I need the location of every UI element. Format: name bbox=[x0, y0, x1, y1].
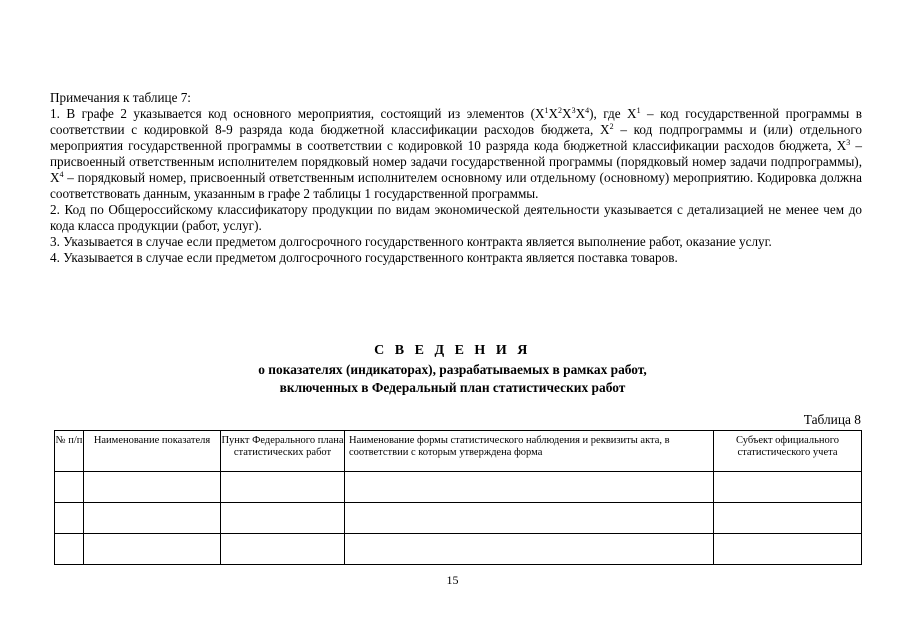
note-1-part: X bbox=[562, 106, 572, 121]
note-1-part: – порядковый номер, присвоенный ответственным исполнителем основному или отдельному (основному) мероприятию. Кодировка должна соответствовать данным, указанным в графе 2 таблицы 1 государственной программы. bbox=[50, 170, 862, 201]
superscript: 4 bbox=[59, 170, 64, 179]
notes-block bbox=[50, 90, 862, 266]
note-1-part: – код подпрограммы и (или) отдельного мероприятия государственной программы в соответствии с кодировкой 10 разряда кода бюджетной классификации расходов бюджета, X bbox=[50, 122, 862, 153]
table-cell bbox=[714, 534, 862, 565]
note-4: 4. Указывается в случае если предметом долгосрочного государственного контракта является поставка товаров. bbox=[50, 250, 678, 265]
header-accounting-subject: Субъект официального статистического учета bbox=[714, 431, 862, 472]
superscript: 3 bbox=[846, 138, 851, 147]
header-indicator-name: Наименование показателя bbox=[84, 431, 221, 472]
table-row bbox=[55, 534, 862, 565]
section-subtitle-line-1: о показателях (индикаторах), разрабатываемых в рамках работ, bbox=[258, 362, 647, 377]
note-3: 3. Указывается в случае если предметом долгосрочного государственного контракта является выполнение работ, оказание услуг. bbox=[50, 234, 772, 249]
table-cell bbox=[345, 534, 714, 565]
table-cell bbox=[84, 472, 221, 503]
superscript: 1 bbox=[544, 106, 549, 115]
note-1 bbox=[50, 106, 862, 202]
table-cell bbox=[221, 472, 345, 503]
note-1-part: ), где X bbox=[589, 106, 637, 121]
table-cell bbox=[84, 503, 221, 534]
header-form-name: Наименование формы статистического наблюдения и реквизиты акта, в соответствии с которым утверждена форма bbox=[345, 431, 714, 472]
table-cell bbox=[55, 534, 84, 565]
table-header-row bbox=[55, 431, 862, 472]
note-1-part: – присвоенный ответственным исполнителем порядковый номер задачи государственной программы (порядковый номер задачи подпрограммы), X bbox=[50, 138, 862, 185]
notes-heading: Примечания к таблице 7: bbox=[50, 90, 191, 105]
table-cell bbox=[84, 534, 221, 565]
superscript: 2 bbox=[609, 122, 614, 131]
superscript: 4 bbox=[585, 106, 590, 115]
table-cell bbox=[714, 472, 862, 503]
note-2: 2. Код по Общероссийскому классификатору продукции по видам экономической деятельности указывается с детализацией не менее чем до кода класса продукции (работ, услуг). bbox=[50, 202, 862, 233]
table-cell bbox=[221, 503, 345, 534]
table-cell bbox=[55, 503, 84, 534]
table-cell bbox=[345, 503, 714, 534]
superscript: 1 bbox=[636, 106, 641, 115]
section-subtitle-line-2: включенных в Федеральный план статистических работ bbox=[279, 380, 626, 395]
section-title: С В Е Д Е Н И Я bbox=[374, 343, 531, 358]
table-cell bbox=[345, 472, 714, 503]
superscript: 3 bbox=[571, 106, 576, 115]
indicators-table bbox=[54, 430, 862, 565]
header-number: № п/п bbox=[55, 431, 84, 472]
note-1-part: – код государственной программы в соответствии с кодировкой 8-9 разряда кода бюджетной классификации расходов бюджета, X bbox=[50, 106, 862, 137]
table-cell bbox=[55, 472, 84, 503]
table-row bbox=[55, 472, 862, 503]
table-cell bbox=[714, 503, 862, 534]
table-row bbox=[55, 503, 862, 534]
page-number: 15 bbox=[446, 573, 459, 587]
note-1-part: 1. В графе 2 указывается код основного мероприятия, состоящий из элементов (X bbox=[50, 106, 545, 121]
superscript: 2 bbox=[558, 106, 563, 115]
table-cell bbox=[221, 534, 345, 565]
header-plan-item: Пункт Федерального плана статистических работ bbox=[221, 431, 345, 472]
note-1-part: X bbox=[575, 106, 586, 121]
note-1-part: X bbox=[548, 106, 559, 121]
table-caption: Таблица 8 bbox=[803, 412, 861, 427]
